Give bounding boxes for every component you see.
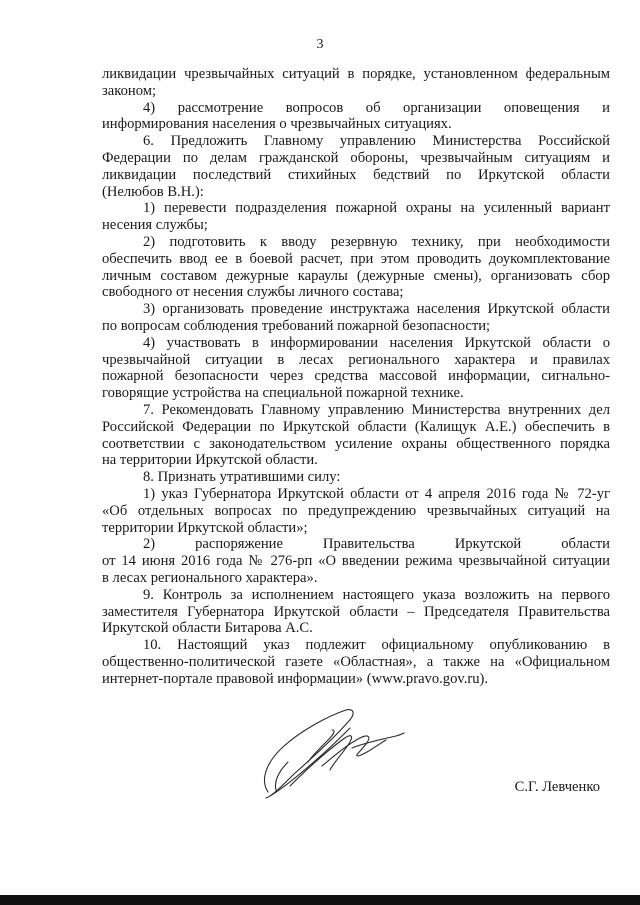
text-line: 1) перевести подразделения пожарной охраны на усиленный вариант	[143, 200, 610, 217]
text-line: территории Иркутской области»;	[102, 519, 308, 536]
text-line: на территории Иркутской области.	[102, 452, 318, 469]
page-number: 3	[316, 37, 324, 52]
text-line: чрезвычайной ситуации в лесах регионального характера и правилах	[102, 351, 610, 368]
text-line: соответствии с законодательством усиление охраны общественного порядка	[102, 435, 610, 452]
text-line: 1) указ Губернатора Иркутской области от 4 апреля 2016 года № 72-уг	[143, 485, 610, 502]
text-line: «Об отдельных вопросах по предупреждению чрезвычайных ситуаций на	[102, 502, 610, 519]
text-line: несения службы;	[102, 217, 208, 234]
signer-name: С.Г. Левченко	[514, 779, 600, 795]
text-line: Иркутской области Битарова А.С.	[102, 620, 313, 637]
text-line: по вопросам соблюдения требований пожарной безопасности;	[102, 317, 491, 334]
document-body	[102, 66, 610, 687]
text-line: общественно-политической газете «Областная», а также на «Официальном	[102, 653, 610, 670]
text-line: ликвидации последствий стихийных бедствий по Иркутской области	[102, 166, 610, 183]
text-line: 2) распоряжение Правительства Иркутской области	[143, 536, 610, 553]
text-line: интернет-портале правовой информации» (www.pravo.gov.ru).	[102, 670, 489, 687]
text-line: 3) организовать проведение инструктажа населения Иркутской области	[143, 301, 610, 318]
text-line: свободного от несения службы личного состава;	[102, 284, 404, 301]
text-line: (Нелюбов В.Н.):	[102, 183, 204, 200]
scan-edge-bar	[0, 895, 640, 905]
text-line: 2) подготовить к вводу резервную технику, при необходимости	[143, 233, 610, 250]
text-line: 10. Настоящий указ подлежит официальному опубликованию в	[143, 637, 610, 654]
text-line: 4) участвовать в информировании населения Иркутской области о	[143, 334, 610, 351]
text-line: Федерации по делам гражданской обороны, чрезвычайным ситуациям и	[102, 149, 610, 166]
text-line: ликвидации чрезвычайных ситуаций в порядке, установленном федеральным	[102, 66, 610, 82]
text-line: 8. Признать утратившими силу:	[143, 469, 341, 486]
text-line: обеспечить ввод ее в боевой расчет, при этом проводить доукомплектование	[102, 250, 610, 267]
text-line: от 14 июня 2016 года № 276-рп «О введении режима чрезвычайной ситуации	[102, 553, 610, 570]
text-line: личным составом дежурные караулы (дежурные смены), организовать сбор	[102, 267, 610, 284]
text-line: Российской Федерации по Иркутской области (Калищук А.Е.) обеспечить в	[102, 418, 610, 435]
handwritten-signature	[250, 700, 410, 810]
text-line: 7. Рекомендовать Главному управлению Министерства внутренних дел	[143, 401, 610, 418]
text-line: 6. Предложить Главному управлению Министерства Российской	[143, 133, 610, 150]
text-line: 9. Контроль за исполнением настоящего указа возложить на первого	[143, 586, 610, 603]
text-line: информирования населения о чрезвычайных ситуациях.	[102, 116, 452, 133]
signature-block	[250, 700, 630, 810]
text-line: 4) рассмотрение вопросов об организации оповещения и	[143, 99, 610, 116]
text-line: заместителя Губернатора Иркутской области – Председателя Правительства	[102, 603, 610, 620]
text-line: пожарной безопасности через средства массовой информации, сигнально-	[102, 368, 610, 385]
text-line: в лесах регионального характера».	[102, 569, 318, 586]
text-line: говорящие устройства на специальной пожарной технике.	[102, 385, 464, 402]
text-line: законом;	[102, 82, 157, 99]
